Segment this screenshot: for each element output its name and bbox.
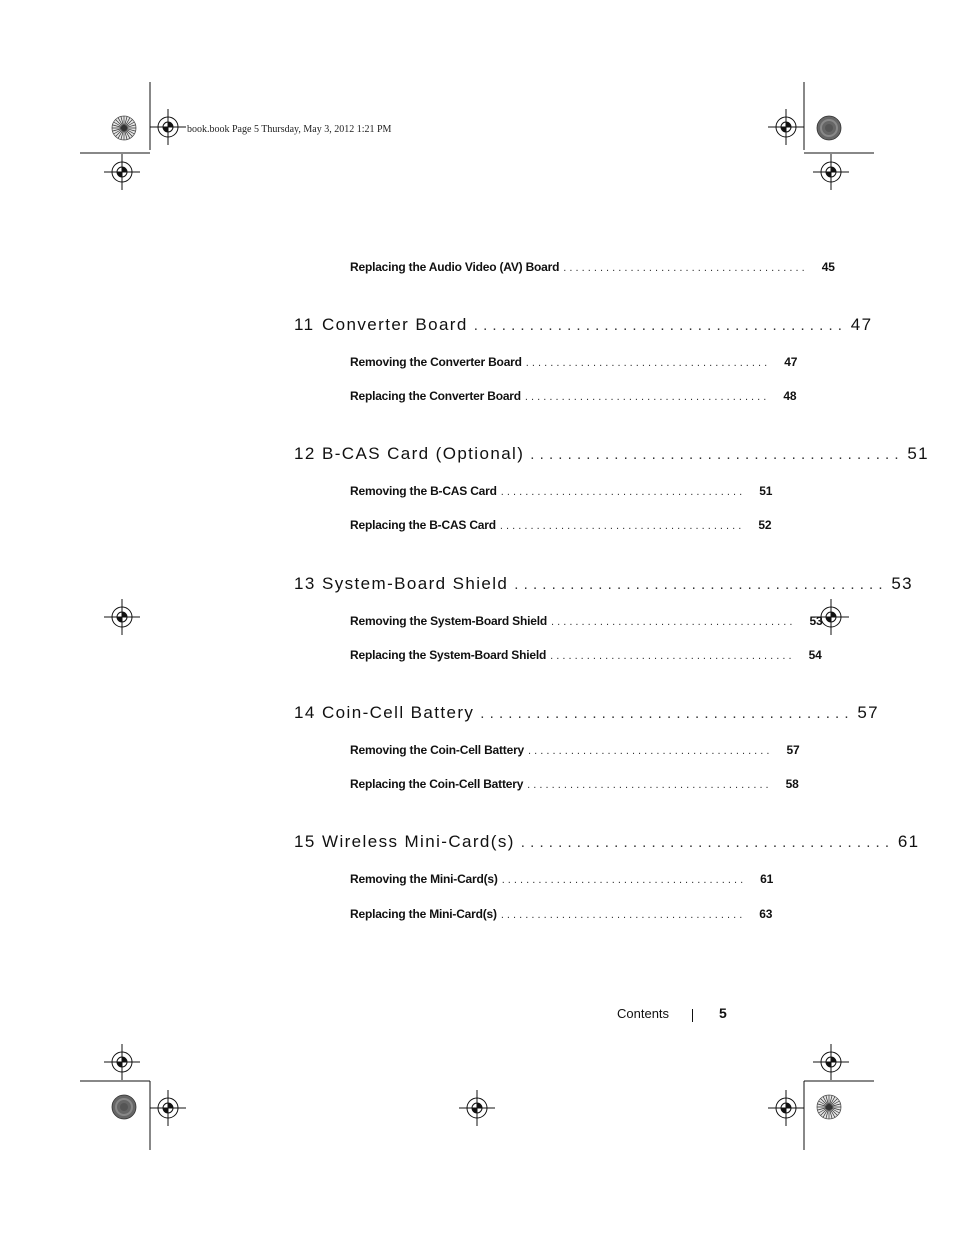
dot-leader: . . . . . . . . . . . . . . . . . . . . . . . . . . . . . . . . . . . . . . . .: [514, 576, 884, 593]
chapter-number: 11: [294, 315, 315, 334]
dot-leader: . . . . . . . . . . . . . . . . . . . . . . . . . . . . . . . . . . . . . . . .: [500, 909, 743, 921]
toc-subentry[interactable]: [350, 777, 799, 791]
dot-leader: . . . . . . . . . . . . . . . . . . . . . . . . . . . . . . . . . . . . . . . .: [563, 262, 805, 274]
toc-entry-title: Replacing the System-Board Shield: [350, 648, 547, 662]
dot-leader: . . . . . . . . . . . . . . . . . . . . . . . . . . . . . . . . . . . . . . . .: [528, 745, 770, 757]
toc-entry-title: Replacing the Coin-Cell Battery: [350, 777, 524, 791]
toc-entry-title: Removing the Converter Board: [350, 355, 522, 369]
dot-leader: . . . . . . . . . . . . . . . . . . . . . . . . . . . . . . . . . . . . . . . .: [525, 357, 768, 369]
footer-page-number: 5: [719, 1005, 727, 1021]
toc-subentry[interactable]: [350, 518, 772, 532]
toc-entry-title: Replacing the Mini-Card(s): [350, 907, 497, 921]
toc-subentry[interactable]: [350, 872, 774, 886]
chapter-title: Wireless Mini-Card(s): [322, 832, 515, 851]
footer-section-label: Contents: [617, 1006, 670, 1021]
toc-subentry[interactable]: [350, 614, 823, 628]
toc-page-number: 57: [857, 703, 880, 722]
toc-page-number: 48: [783, 389, 797, 403]
chapter-title: B-CAS Card (Optional): [322, 444, 525, 463]
toc-entry-title: Replacing the Audio Video (AV) Board: [350, 260, 560, 274]
toc-entry-title: Removing the System-Board Shield: [350, 614, 547, 628]
dot-leader: . . . . . . . . . . . . . . . . . . . . . . . . . . . . . . . . . . . . . . . .: [473, 317, 843, 334]
chapter-number: 15: [294, 832, 316, 851]
dot-leader: . . . . . . . . . . . . . . . . . . . . . . . . . . . . . . . . . . . . . . . .: [480, 705, 850, 722]
toc-subentry[interactable]: [350, 389, 797, 403]
toc-page-number: 61: [760, 872, 774, 886]
chapter-title: Converter Board: [322, 315, 468, 334]
chapter-number: 13: [294, 574, 316, 593]
toc-chapter[interactable]: [294, 832, 920, 852]
toc-chapter[interactable]: [294, 444, 930, 464]
toc-subentry[interactable]: [350, 648, 822, 662]
toc-page-number: 45: [821, 260, 835, 274]
dot-leader: . . . . . . . . . . . . . . . . . . . . . . . . . . . . . . . . . . . . . . . .: [501, 874, 744, 886]
dot-leader: . . . . . . . . . . . . . . . . . . . . . . . . . . . . . . . . . . . . . . . .: [550, 650, 792, 662]
dot-leader: . . . . . . . . . . . . . . . . . . . . . . . . . . . . . . . . . . . . . . . .: [520, 834, 890, 851]
toc-subentry[interactable]: [350, 484, 773, 498]
toc-subentry[interactable]: [350, 260, 835, 274]
footer-divider: [692, 1009, 693, 1022]
dot-leader: . . . . . . . . . . . . . . . . . . . . . . . . . . . . . . . . . . . . . . . .: [499, 520, 742, 532]
dot-leader: . . . . . . . . . . . . . . . . . . . . . . . . . . . . . . . . . . . . . . . .: [550, 616, 793, 628]
toc-page-number: 58: [785, 777, 799, 791]
toc-page-number: 61: [897, 832, 920, 851]
toc-chapter[interactable]: [294, 574, 914, 594]
dot-leader: . . . . . . . . . . . . . . . . . . . . . . . . . . . . . . . . . . . . . . . .: [500, 486, 743, 498]
toc-page-number: 53: [809, 614, 823, 628]
toc-page-number: 47: [850, 315, 873, 334]
chapter-title: Coin-Cell Battery: [322, 703, 475, 722]
toc-page-number: 57: [786, 743, 800, 757]
print-slug: book.book Page 5 Thursday, May 3, 2012 1:21 PM: [187, 124, 392, 135]
toc-subentry[interactable]: [350, 355, 798, 369]
toc-page-number: 47: [784, 355, 798, 369]
toc-chapter[interactable]: [294, 703, 880, 723]
toc-page-number: 53: [891, 574, 914, 593]
toc-page-number: 63: [759, 907, 773, 921]
dot-leader: . . . . . . . . . . . . . . . . . . . . . . . . . . . . . . . . . . . . . . . .: [530, 446, 900, 463]
dot-leader: . . . . . . . . . . . . . . . . . . . . . . . . . . . . . . . . . . . . . . . .: [527, 779, 769, 791]
toc-entry-title: Replacing the Converter Board: [350, 389, 521, 403]
toc-page-number: 51: [759, 484, 773, 498]
toc-entry-title: Removing the Coin-Cell Battery: [350, 743, 525, 757]
chapter-title: System-Board Shield: [322, 574, 509, 593]
toc-subentry[interactable]: [350, 743, 800, 757]
chapter-number: 12: [294, 444, 316, 463]
chapter-number: 14: [294, 703, 316, 722]
toc-entry-title: Removing the Mini-Card(s): [350, 872, 498, 886]
toc-page-number: 52: [758, 518, 772, 532]
toc-chapter[interactable]: [294, 315, 873, 335]
toc-subentry[interactable]: [350, 907, 773, 921]
toc-page-number: 54: [808, 648, 822, 662]
toc-entry-title: Removing the B-CAS Card: [350, 484, 497, 498]
toc-entry-title: Replacing the B-CAS Card: [350, 518, 496, 532]
toc-page-number: 51: [907, 444, 930, 463]
dot-leader: . . . . . . . . . . . . . . . . . . . . . . . . . . . . . . . . . . . . . . . .: [524, 391, 767, 403]
